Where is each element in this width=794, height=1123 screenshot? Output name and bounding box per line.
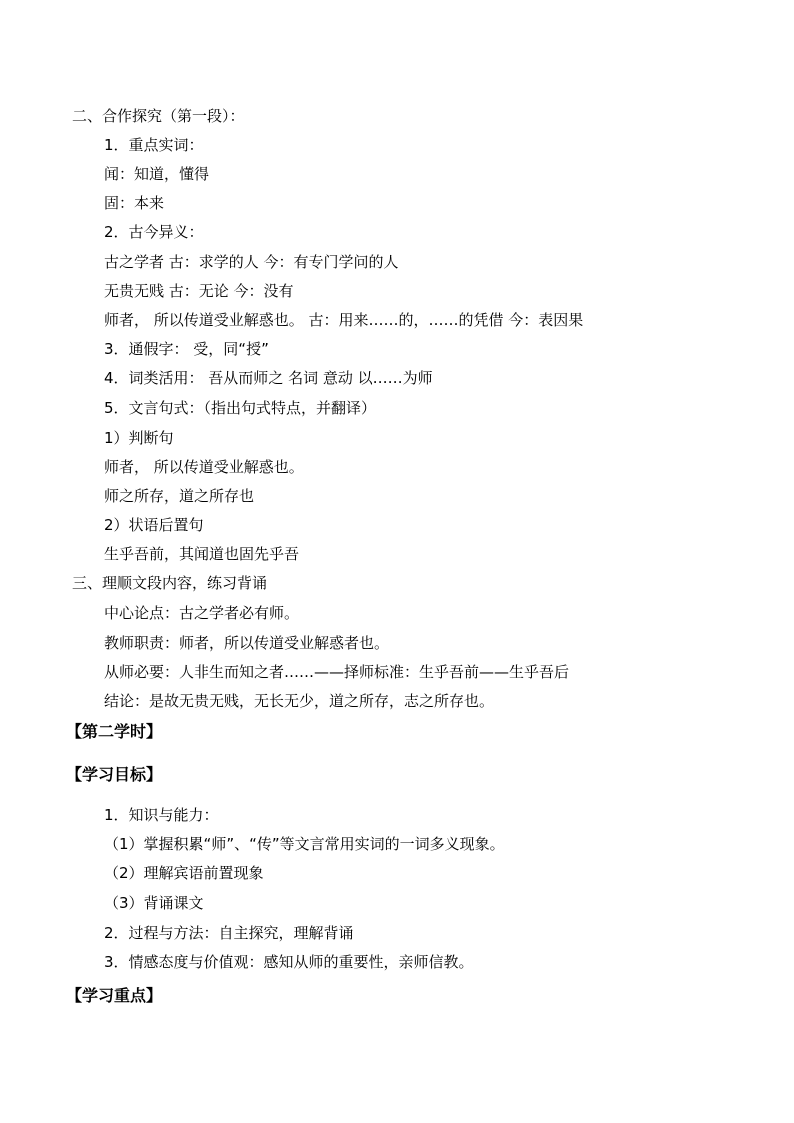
paragraph-line: 师之所存，道之所存也 [104, 487, 255, 505]
paragraph-line: 3．情感态度与价值观：感知从师的重要性，亲师信教。 [104, 953, 474, 971]
paragraph-line: 中心论点：古之学者必有师。 [104, 604, 300, 622]
section-title-learning-objectives: 【学习目标】 [66, 765, 163, 784]
paragraph-line: 生乎吾前，其闻道也固先乎吾 [104, 545, 300, 563]
paragraph-line: 古之学者 古：求学的人 今：有专门学问的人 [104, 253, 399, 271]
paragraph-line: 1）判断句 [104, 429, 174, 447]
paragraph-line: 4．词类活用： 吾从而师之 名词 意动 以……为师 [104, 369, 433, 387]
paragraph-line: 教师职责：师者，所以传道受业解惑者也。 [104, 634, 390, 652]
section-title-key-points: 【学习重点】 [66, 986, 163, 1005]
paragraph-line: 1．知识与能力： [104, 806, 219, 824]
paragraph-line: （1）掌握积累“师”、“传”等文言常用实词的一词多义现象。 [104, 835, 505, 853]
paragraph-line: 2．过程与方法：自主探究，理解背诵 [104, 924, 354, 942]
section-heading-cooperative-inquiry: 二、合作探究（第一段）： [72, 107, 245, 125]
paragraph-line: 2．古今异义： [104, 223, 204, 241]
paragraph-line: （3）背诵课文 [104, 894, 204, 912]
paragraph-line: 结论：是故无贵无贱，无长无少，道之所存，志之所存也。 [104, 692, 495, 710]
paragraph-line: 1．重点实词： [104, 136, 204, 154]
paragraph-line: 5．文言句式：（指出句式特点，并翻译） [104, 399, 377, 417]
paragraph-line: 3．通假字： 受，同“授” [104, 340, 269, 358]
paragraph-line: 2）状语后置句 [104, 516, 204, 534]
paragraph-line: 无贵无贱 古：无论 今：没有 [104, 282, 294, 300]
paragraph-line: 闻：知道，懂得 [104, 165, 210, 183]
section-heading-recitation: 三、理顺文段内容，练习背诵 [72, 574, 268, 592]
paragraph-line: 固：本来 [104, 194, 165, 212]
lesson-title-second-period: 【第二学时】 [66, 722, 163, 741]
paragraph-line: 师者， 所以传道受业解惑也。 古：用来……的，……的凭借 今：表因果 [104, 311, 584, 329]
paragraph-line: 从师必要：人非生而知之者……——择师标准：生乎吾前——生乎吾后 [104, 663, 570, 681]
paragraph-line: 师者， 所以传道受业解惑也。 [104, 458, 304, 476]
paragraph-line: （2）理解宾语前置现象 [104, 864, 264, 882]
